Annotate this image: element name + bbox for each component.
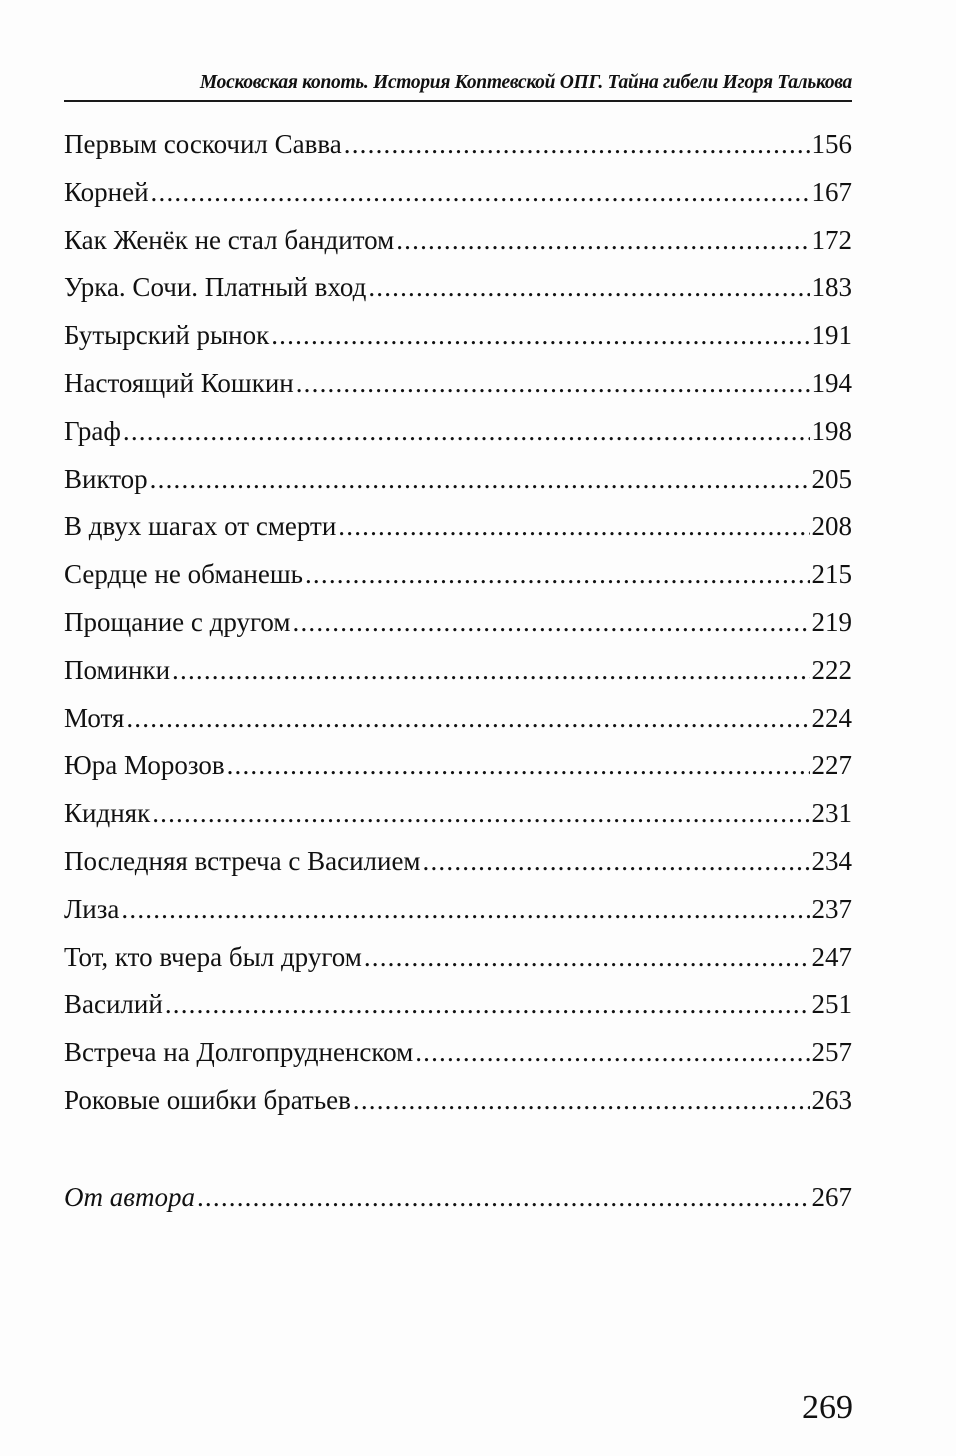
dot-leader: [338, 506, 809, 546]
toc-entry: [64, 937, 852, 985]
toc-entry: [64, 1080, 852, 1128]
toc-entry-page: 222: [811, 654, 852, 685]
toc-entry: [64, 267, 852, 315]
toc-entry: [64, 602, 852, 650]
dot-leader: [152, 793, 809, 833]
dot-leader: [415, 1032, 809, 1072]
dot-leader: [344, 124, 810, 164]
toc-entry-title: Кидняк: [64, 798, 151, 829]
toc-entry-page: 172: [811, 224, 852, 255]
toc-entry-title: Как Женёк не стал бандитом: [64, 224, 395, 255]
toc-entry-title: Встреча на Долгопрудненском: [64, 1037, 414, 1068]
toc-entry-title: Тот, кто вчера был другом: [64, 941, 362, 972]
dot-leader: [227, 745, 810, 785]
toc-entry-page: 263: [811, 1084, 852, 1115]
dot-leader: [150, 459, 810, 499]
toc-entry-page: 194: [811, 367, 852, 398]
toc-entry: [64, 1032, 852, 1080]
toc-entry-title: Мотя: [64, 702, 125, 733]
dot-leader: [305, 554, 810, 594]
toc-entry: [64, 411, 852, 459]
toc-entry-title: Граф: [64, 415, 121, 446]
dot-leader: [151, 172, 810, 212]
page-number: 269: [802, 1389, 853, 1426]
toc-entry-page: 215: [811, 559, 852, 590]
toc-entry-page: 231: [811, 798, 852, 829]
toc-entry: [64, 984, 852, 1032]
toc-entry-page: 156: [811, 129, 852, 159]
dot-leader: [353, 1080, 810, 1120]
toc-entry-title: Последняя встреча с Василием: [64, 845, 421, 876]
toc-entry-page: 257: [811, 1037, 852, 1068]
toc-entry-title: Виктор: [64, 463, 148, 494]
toc-entry-title: Первым соскочил Савва: [64, 129, 342, 159]
toc-entry-afterword: [64, 1177, 852, 1225]
running-header: Московская копоть. История Коптевской ОПГ. Тайна гибели Игоря Талькова: [64, 70, 852, 102]
afterword-page: 267: [811, 1182, 852, 1212]
toc-entry-title: Юра Морозов: [64, 750, 225, 781]
table-of-contents: [64, 124, 852, 1128]
dot-leader: [296, 363, 810, 403]
toc-entry-title: Роковые ошибки братьев: [64, 1084, 351, 1115]
dot-leader: [364, 937, 810, 977]
toc-entry: [64, 363, 852, 411]
toc-entry-title: Урка. Сочи. Платный вход: [64, 272, 367, 303]
toc-entry: [64, 506, 852, 554]
toc-entry: [64, 220, 852, 268]
dot-leader: [165, 984, 810, 1024]
toc-entry-page: 208: [811, 511, 852, 542]
dot-leader: [368, 267, 809, 307]
toc-entry-title: В двух шагах от смерти: [64, 511, 337, 542]
afterword-section: [64, 1177, 852, 1225]
toc-entry-title: Василий: [64, 989, 163, 1020]
toc-entry: [64, 889, 852, 937]
toc-entry-page: 191: [811, 320, 852, 351]
dot-leader: [293, 602, 810, 642]
dot-leader: [172, 650, 809, 690]
toc-entry-page: 183: [811, 272, 852, 303]
toc-entry-title: Бутырский рынок: [64, 320, 270, 351]
toc-entry: [64, 459, 852, 507]
dot-leader: [123, 411, 810, 451]
dot-leader: [271, 315, 809, 355]
dot-leader: [121, 889, 809, 929]
dot-leader: [126, 698, 809, 738]
toc-entry-title: Поминки: [64, 654, 171, 685]
dot-leader: [396, 220, 809, 260]
toc-entry-page: 224: [811, 702, 852, 733]
toc-entry-title: Прощание с другом: [64, 606, 291, 637]
dot-leader: [197, 1177, 810, 1217]
dot-leader: [423, 841, 810, 881]
toc-entry: [64, 124, 852, 172]
toc-entry: [64, 315, 852, 363]
toc-entry-title: Корней: [64, 176, 149, 207]
toc-entry-page: 219: [811, 606, 852, 637]
toc-entry: [64, 554, 852, 602]
toc-entry-page: 251: [811, 989, 852, 1020]
toc-entry: [64, 793, 852, 841]
toc-entry-page: 247: [811, 941, 852, 972]
toc-entry: [64, 172, 852, 220]
toc-entry-page: 237: [811, 893, 852, 924]
toc-entry: [64, 698, 852, 746]
toc-entry-title: Сердце не обманешь: [64, 559, 303, 590]
toc-entry-page: 227: [811, 750, 852, 781]
toc-entry-title: Лиза: [64, 893, 120, 924]
toc-entry-page: 167: [811, 176, 852, 207]
toc-entry: [64, 745, 852, 793]
toc-entry-page: 198: [811, 415, 852, 446]
toc-entry-page: 205: [811, 463, 852, 494]
afterword-title: От автора: [64, 1182, 195, 1212]
toc-entry: [64, 841, 852, 889]
toc-entry-title: Настоящий Кошкин: [64, 367, 294, 398]
toc-entry-page: 234: [811, 845, 852, 876]
toc-entry: [64, 650, 852, 698]
